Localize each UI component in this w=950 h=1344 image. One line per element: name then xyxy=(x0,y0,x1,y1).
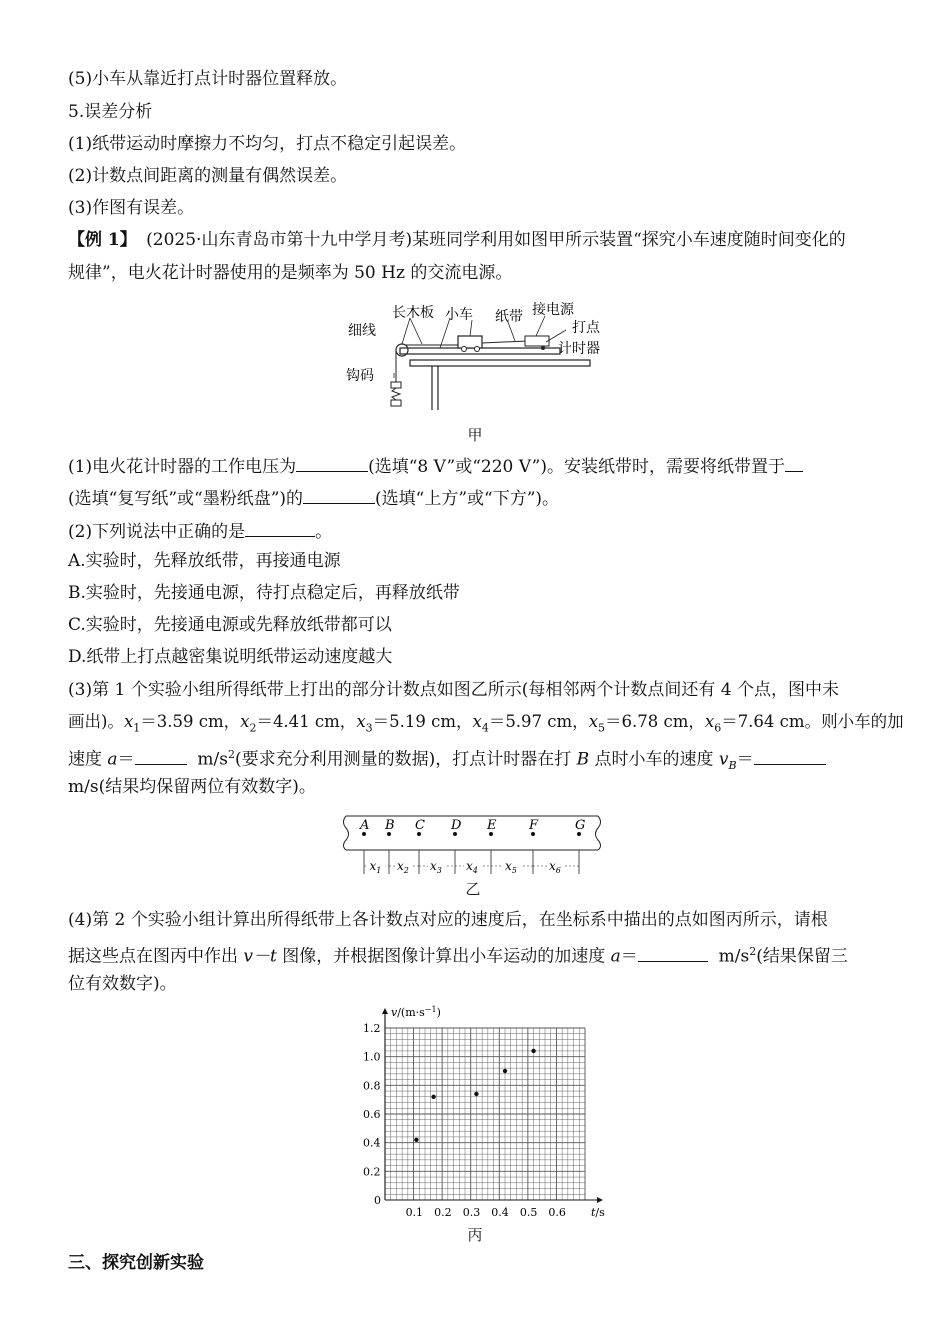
x-tick-0.3: 0.3 xyxy=(462,1206,481,1219)
data-point-1 xyxy=(414,1138,418,1142)
q3-unit: m/s xyxy=(197,749,228,770)
label-car: 小车 xyxy=(445,307,473,323)
q2-option-c: C.实验时，先接通电源或先释放纸带都可以 xyxy=(68,615,392,635)
data-point-4 xyxy=(503,1069,507,1073)
tape-seg-label-2: $x_2$ xyxy=(397,859,409,875)
q2-text: (2)下列说法中正确的是 xyxy=(68,522,246,542)
q4-text-a: 据这些点在图丙中作出 xyxy=(68,946,244,967)
q3-line-3 xyxy=(68,744,826,777)
label-power: 接电源 xyxy=(532,302,574,318)
q3-measure-4: $x_4=5.97$ cm， xyxy=(472,712,589,735)
q1-line-2 xyxy=(68,485,559,510)
answer-blank-voltage[interactable] xyxy=(296,453,368,472)
label-timer-1: 打点 xyxy=(572,320,600,336)
example-text-2: 规律”，电火花计时器使用的是频率为 50 Hz 的交流电源。 xyxy=(68,263,513,283)
x-tick-0.4: 0.4 xyxy=(491,1206,509,1219)
label-tape: 纸带 xyxy=(495,309,523,325)
q3-suffix: 则小车的加 xyxy=(821,712,904,731)
tape-label-A: A xyxy=(360,818,370,833)
answer-blank-q4[interactable] xyxy=(638,943,708,962)
text-line-5: (3)作图有误差。 xyxy=(68,198,195,218)
text-line-2: 5.误差分析 xyxy=(68,102,153,122)
q3-eq: ＝ xyxy=(117,749,135,770)
answer-blank-velocity[interactable] xyxy=(754,746,826,765)
q1-text-d: (选填“上方”或“下方”)。 xyxy=(375,489,560,509)
tape-label-C: C xyxy=(415,818,425,833)
tape-seg-label-6: $x_6$ xyxy=(549,859,561,875)
section-3-heading: 三、探究创新实验 xyxy=(68,1253,204,1273)
label-string: 细线 xyxy=(348,323,376,339)
label-timer-2: 计时器 xyxy=(558,341,600,357)
q3-line-2 xyxy=(68,711,904,739)
figure-bing-vt-chart xyxy=(350,1002,605,1220)
q3-eq-2: ＝ xyxy=(736,749,754,770)
q4-unit-sup: 2 xyxy=(749,945,757,958)
q2-option-a: A.实验时，先释放纸带，再接通电源 xyxy=(68,551,341,571)
q4-line-3: 位有效数字)。 xyxy=(68,974,177,994)
q1-text-b: (选填“8 V”或“220 V”)。安装纸带时，需要将纸带置于 xyxy=(368,457,785,477)
q3-prefix: 画出)。 xyxy=(68,712,124,731)
x-tick-0.1: 0.1 xyxy=(405,1206,424,1219)
origin-label: 0 xyxy=(374,1194,381,1207)
y-tick-0.8: 0.8 xyxy=(363,1079,381,1093)
q3-v-sub: B xyxy=(728,759,737,773)
figure-yi-tape xyxy=(340,814,606,876)
answer-blank-acceleration[interactable] xyxy=(135,746,187,765)
example-source: (2025·山东青岛市第十九中学月考) xyxy=(146,230,413,250)
y-tick-0.4: 0.4 xyxy=(363,1136,381,1150)
q4-vt: v－t xyxy=(243,946,277,967)
y-tick-1.0: 1.0 xyxy=(363,1050,381,1064)
y-axis-label: $v/(m\cdot s^{-1})$ xyxy=(391,1005,441,1019)
q3-measure-2: $x_2=4.41$ cm， xyxy=(240,712,357,735)
data-point-5 xyxy=(531,1049,535,1053)
q2-end: 。 xyxy=(315,522,333,542)
q3-measure-3: $x_3=5.19$ cm， xyxy=(356,712,473,735)
q3-line-4: m/s(结果均保留两位有效数字)。 xyxy=(68,777,316,797)
q4-line-2 xyxy=(68,941,848,968)
q1-text-a: (1)电火花计时器的工作电压为 xyxy=(68,457,297,477)
text-line-3: (1)纸带运动时摩擦力不均匀，打点不稳定引起误差。 xyxy=(68,134,467,154)
y-tick-1.2: 1.2 xyxy=(363,1022,381,1035)
q1-line-1 xyxy=(68,453,803,478)
text-line-4: (2)计数点间距离的测量有偶然误差。 xyxy=(68,166,348,186)
tape-seg-label-4: $x_4$ xyxy=(466,859,478,875)
answer-blank-q2[interactable] xyxy=(245,518,315,537)
tape-label-G: G xyxy=(575,818,586,833)
q2-option-b: B.实验时，先接通电源，待打点稳定后，再释放纸带 xyxy=(68,583,460,603)
q4-text-c: (结果保留三 xyxy=(756,946,848,967)
x-tick-0.2: 0.2 xyxy=(434,1206,452,1219)
q3-line-1: (3)第 1 个实验小组所得纸带上打出的部分计数点如图乙所示(每相邻两个计数点间还有 4 个点，图中未 xyxy=(68,680,839,700)
tape-seg-label-5: $x_5$ xyxy=(505,859,517,875)
x-axis-arrow xyxy=(597,1197,603,1203)
y-axis-arrow xyxy=(382,1008,388,1014)
x-axis-label: t/s xyxy=(591,1206,605,1219)
q2-stem xyxy=(68,518,332,543)
caption-bing: 丙 xyxy=(467,1226,483,1244)
q3-point-b: B xyxy=(576,749,590,770)
figure-jia-apparatus xyxy=(340,298,610,418)
data-point-3 xyxy=(474,1092,478,1096)
example-header xyxy=(68,229,846,251)
tape-label-E: E xyxy=(487,818,497,833)
label-weight: 钩码 xyxy=(346,368,374,384)
tape-label-F: F xyxy=(529,818,539,833)
q3-text-a: 速度 xyxy=(68,749,108,770)
tape-seg-label-1: $x_1$ xyxy=(369,859,382,875)
y-tick-0.2: 0.2 xyxy=(363,1165,381,1179)
q4-eq: ＝ xyxy=(620,946,638,967)
tape-label-B: B xyxy=(385,818,395,833)
q4-text-b: 图像，并根据图像计算出小车运动的加速度 xyxy=(276,946,611,967)
q3-measure-6: $x_6=7.64$ cm。 xyxy=(704,712,822,735)
q3-measure-5: $x_5=6.78$ cm， xyxy=(588,712,705,735)
q4-a-symbol: a xyxy=(610,946,621,967)
caption-yi: 乙 xyxy=(465,880,481,898)
y-tick-0.6: 0.6 xyxy=(363,1108,381,1121)
q3-text-c: 点时小车的速度 xyxy=(589,749,719,770)
q3-text-b: (要求充分利用测量的数据)，打点计时器在打 xyxy=(234,749,577,770)
answer-blank-placement[interactable] xyxy=(785,453,803,472)
example-tag: 【例 1】 xyxy=(68,230,137,250)
caption-jia: 甲 xyxy=(467,426,483,444)
q1-text-c: (选填“复写纸”或“墨粉纸盘”)的 xyxy=(68,489,304,509)
x-tick-0.6: 0.6 xyxy=(548,1206,566,1219)
label-board: 长木板 xyxy=(392,305,434,321)
q4-line-1: (4)第 2 个实验小组计算出所得纸带上各计数点对应的速度后，在坐标系中描出的点如图丙所示，请根 xyxy=(68,910,828,930)
q3-measure-1: $x_1=3.59$ cm， xyxy=(123,712,241,735)
answer-blank-position[interactable] xyxy=(303,485,375,504)
x-tick-0.5: 0.5 xyxy=(519,1206,538,1219)
text-line-1: (5)小车从靠近打点计时器位置释放。 xyxy=(68,69,348,89)
q4-unit: m/s xyxy=(718,946,750,967)
example-text-1: 某班同学利用如图甲所示装置“探究小车速度随时间变化的 xyxy=(412,230,846,250)
data-point-2 xyxy=(431,1095,435,1099)
q2-option-d: D.纸带上打点越密集说明纸带运动速度越大 xyxy=(68,647,393,667)
q3-unit-sup: 2 xyxy=(227,748,235,761)
tape-label-D: D xyxy=(451,818,462,833)
q3-a-symbol: a xyxy=(107,749,118,770)
tape-seg-label-3: $x_3$ xyxy=(430,859,442,875)
q3-v-symbol: v xyxy=(718,749,729,770)
